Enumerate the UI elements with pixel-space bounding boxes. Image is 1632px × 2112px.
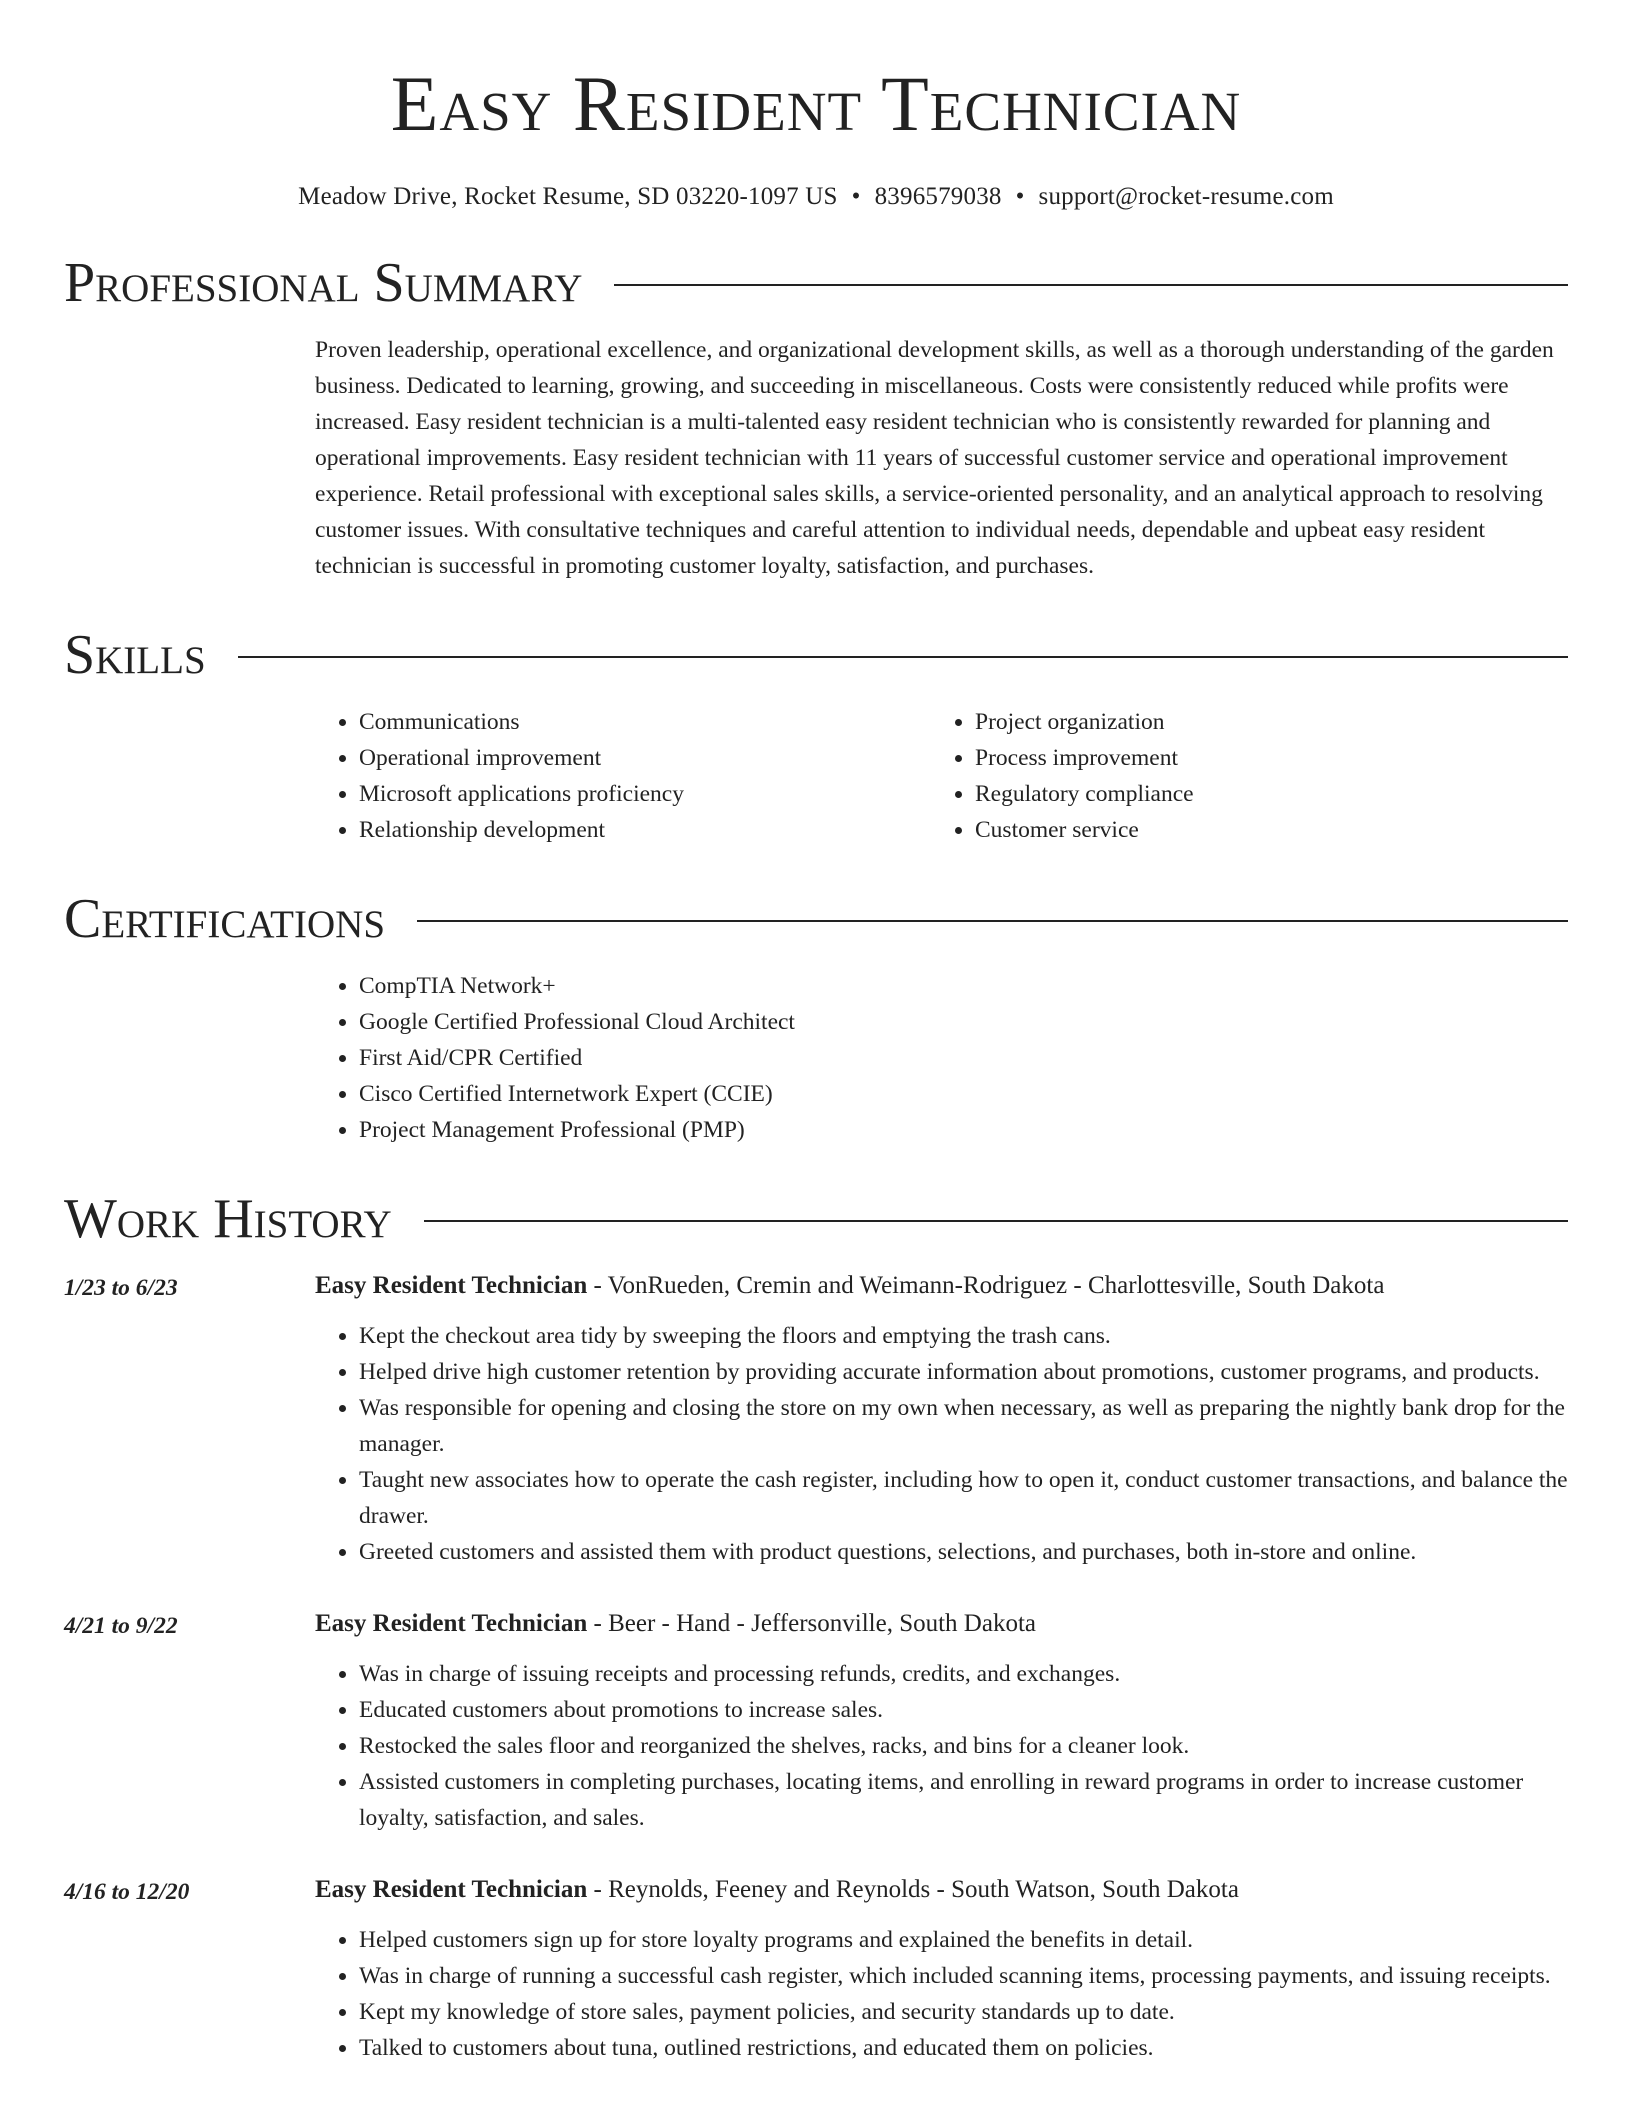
- certification-item: • First Aid/CPR Certified: [359, 1040, 1568, 1076]
- job-bullet: • Talked to customers about tuna, outlined restrictions, and educated them on policies.: [359, 2030, 1568, 2066]
- job-bullet: • Educated customers about promotions to increase sales.: [359, 1692, 1568, 1728]
- summary-section-header: [64, 248, 1568, 318]
- skill-item: • Process improvement: [975, 740, 1547, 776]
- contact-line: [64, 182, 1568, 212]
- job-bullet: • Kept my knowledge of store sales, payment policies, and security standards up to date.: [359, 1994, 1568, 2030]
- certifications-section-header: [64, 884, 1568, 954]
- certification-item: • Cisco Certified Internetwork Expert (CCIE): [359, 1076, 1568, 1112]
- job-bullet: • Greeted customers and assisted them with product questions, selections, and purchases, both in-store and online.: [359, 1534, 1568, 1570]
- section-divider: [417, 920, 1568, 922]
- contact-separator: •: [851, 183, 861, 210]
- contact-address: Meadow Drive, Rocket Resume, SD 03220-1097 US: [298, 183, 838, 210]
- job-bullet: • Taught new associates how to operate the cash register, including how to open it, conduct customer transactions, and balance the drawer.: [359, 1462, 1568, 1534]
- skills-list: [315, 704, 1568, 848]
- certification-item: • Project Management Professional (PMP): [359, 1112, 1568, 1148]
- job-body: [315, 1872, 1568, 2066]
- job-bullet: • Restocked the sales floor and reorganized the shelves, racks, and bins for a cleaner look.: [359, 1728, 1568, 1764]
- job-bullets: [315, 1656, 1568, 1836]
- skill-item: • Microsoft applications proficiency: [359, 776, 931, 812]
- contact-separator: •: [1015, 183, 1025, 210]
- skills-section-header: [64, 620, 1568, 690]
- job-dates: 4/21 to 9/22: [64, 1613, 178, 1639]
- job-dates: 1/23 to 6/23: [64, 1275, 178, 1301]
- skill-item: • Communications: [359, 704, 931, 740]
- skill-item: • Customer service: [975, 812, 1547, 848]
- job-bullet: • Helped customers sign up for store loyalty programs and explained the benefits in detail.: [359, 1922, 1568, 1958]
- section-divider: [614, 284, 1568, 286]
- summary-heading: Professional Summary: [64, 252, 583, 314]
- section-divider: [424, 1220, 1568, 1222]
- job-bullet: • Helped drive high customer retention by providing accurate information about promotions, customer programs, and products.: [359, 1354, 1568, 1390]
- certification-item: • CompTIA Network+: [359, 968, 1568, 1004]
- work-history-section-header: [64, 1184, 1568, 1254]
- job-bullet: • Was in charge of issuing receipts and processing refunds, credits, and exchanges.: [359, 1656, 1568, 1692]
- certification-item: • Google Certified Professional Cloud Architect: [359, 1004, 1568, 1040]
- certifications-heading: Certifications: [64, 888, 386, 950]
- skills-column-right: [931, 704, 1547, 848]
- section-divider: [238, 656, 1568, 658]
- job-dates: 4/16 to 12/20: [64, 1879, 190, 1905]
- contact-email[interactable]: support@rocket-resume.com: [1038, 183, 1334, 210]
- skills-column-left: [315, 704, 931, 848]
- skill-item: • Operational improvement: [359, 740, 931, 776]
- job-employer-location: - Beer - Hand - Jeffersonville, South Dakota: [587, 1610, 1036, 1637]
- job-entry: [64, 1606, 1568, 1836]
- job-bullets: [315, 1318, 1568, 1570]
- job-bullet: • Assisted customers in completing purchases, locating items, and enrolling in reward programs in order to increase customer loyalty, satisfaction, and sales.: [359, 1764, 1568, 1836]
- certifications-list: [315, 968, 1568, 1148]
- job-entry: [64, 1872, 1568, 2066]
- summary-text: Proven leadership, operational excellence, and organizational development skills, as well as a thorough understanding of the garden business. Dedicated to learning, growing, and succeeding in miscellaneous. Costs were consistently reduced while profits were increased. Easy resident technician is a multi-talented easy resident technician who is consistently rewarded for planning and operational improvements. Easy resident technician with 11 years of successful customer service and operational improvement experience. Retail professional with exceptional sales skills, a service-oriented personality, and an analytical approach to resolving customer issues. With consultative techniques and careful attention to individual needs, dependable and upbeat easy resident technician is successful in promoting customer loyalty, satisfaction, and purchases.: [315, 337, 1554, 579]
- contact-phone: 8396579038: [874, 183, 1002, 210]
- work-history-heading: Work History: [64, 1188, 392, 1250]
- candidate-name: Easy Resident Technician: [390, 60, 1242, 147]
- job-bullet: • Was responsible for opening and closing the store on my own when necessary, as well as preparing the nightly bank drop for the manager.: [359, 1390, 1568, 1462]
- job-title-line: [315, 1268, 1568, 1304]
- job-body: [315, 1268, 1568, 1570]
- job-body: [315, 1606, 1568, 1836]
- job-title: Easy Resident Technician: [315, 1610, 588, 1637]
- job-bullets: [315, 1922, 1568, 2066]
- skill-item: • Project organization: [975, 704, 1547, 740]
- skill-item: • Relationship development: [359, 812, 931, 848]
- skill-item: • Regulatory compliance: [975, 776, 1547, 812]
- job-bullet: • Kept the checkout area tidy by sweeping the floors and emptying the trash cans.: [359, 1318, 1568, 1354]
- job-title-line: [315, 1606, 1568, 1642]
- job-bullet: • Was in charge of running a successful cash register, which included scanning items, processing payments, and issuing receipts.: [359, 1958, 1568, 1994]
- job-employer-location: - Reynolds, Feeney and Reynolds - South Watson, South Dakota: [587, 1876, 1239, 1903]
- job-title: Easy Resident Technician: [315, 1876, 588, 1903]
- job-title-line: [315, 1872, 1568, 1908]
- job-title: Easy Resident Technician: [315, 1272, 588, 1299]
- job-employer-location: - VonRueden, Cremin and Weimann-Rodriguez - Charlottesville, South Dakota: [587, 1272, 1385, 1299]
- skills-heading: Skills: [64, 624, 206, 686]
- job-entry: [64, 1268, 1568, 1570]
